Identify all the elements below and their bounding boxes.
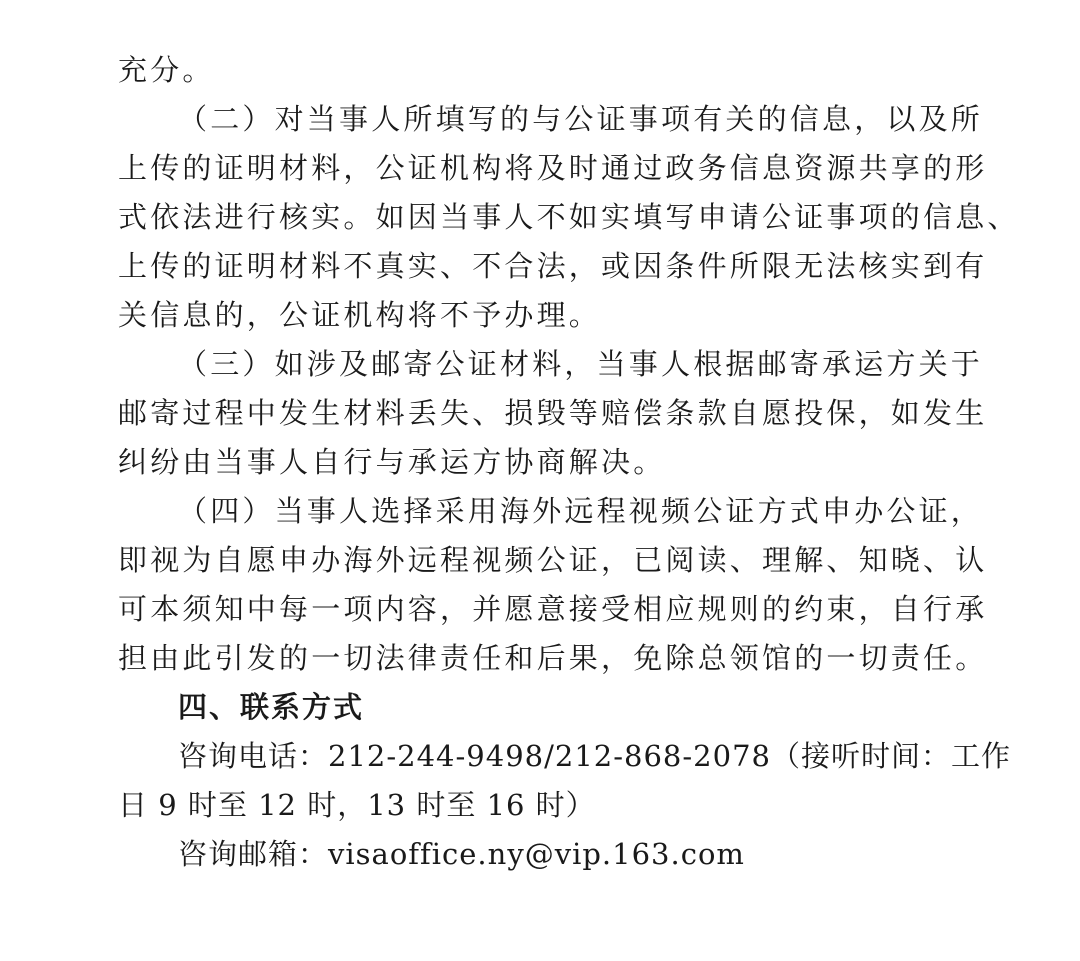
paragraph-3-line-1: （三）如涉及邮寄公证材料，当事人根据邮寄承运方关于 [178, 347, 984, 381]
paragraph-2-line-3: 式依法进行核实。如因当事人不如实填写申请公证事项的信息、 [118, 200, 1020, 234]
section-heading: 四、联系方式 [178, 690, 365, 724]
paragraph-4-line-2: 即视为自愿申办海外远程视频公证，已阅读、理解、知晓、认 [118, 543, 988, 577]
paragraph-4-line-1: （四）当事人选择采用海外远程视频公证方式申办公证， [178, 494, 984, 528]
paragraph-4-line-4: 担由此引发的一切法律责任和后果，免除总领馆的一切责任。 [118, 641, 988, 675]
paragraph-3-line-2: 邮寄过程中发生材料丢失、损毁等赔偿条款自愿投保，如发生 [118, 396, 988, 430]
paragraph-3-line-3: 纠纷由当事人自行与承运方协商解决。 [118, 445, 666, 479]
phone-line-2: 日 9 时至 12 时，13 时至 16 时） [118, 788, 596, 822]
paragraph-2-line-4: 上传的证明材料不真实、不合法，或因条件所限无法核实到有 [118, 249, 988, 283]
paragraph-2-line-5: 关信息的，公证机构将不予办理。 [118, 298, 602, 332]
email-line: 咨询邮箱：visaoffice.ny@vip.163.com [178, 837, 745, 871]
phone-line-1: 咨询电话：212-244-9498/212-868-2078（接听时间：工作 [178, 739, 1011, 773]
paragraph-4-line-3: 可本须知中每一项内容，并愿意接受相应规则的约束，自行承 [118, 592, 988, 626]
paragraph-2-line-1: （二）对当事人所填写的与公证事项有关的信息，以及所 [178, 102, 984, 136]
paragraph-1-end: 充分。 [118, 53, 215, 87]
paragraph-2-line-2: 上传的证明材料，公证机构将及时通过政务信息资源共享的形 [118, 151, 988, 185]
